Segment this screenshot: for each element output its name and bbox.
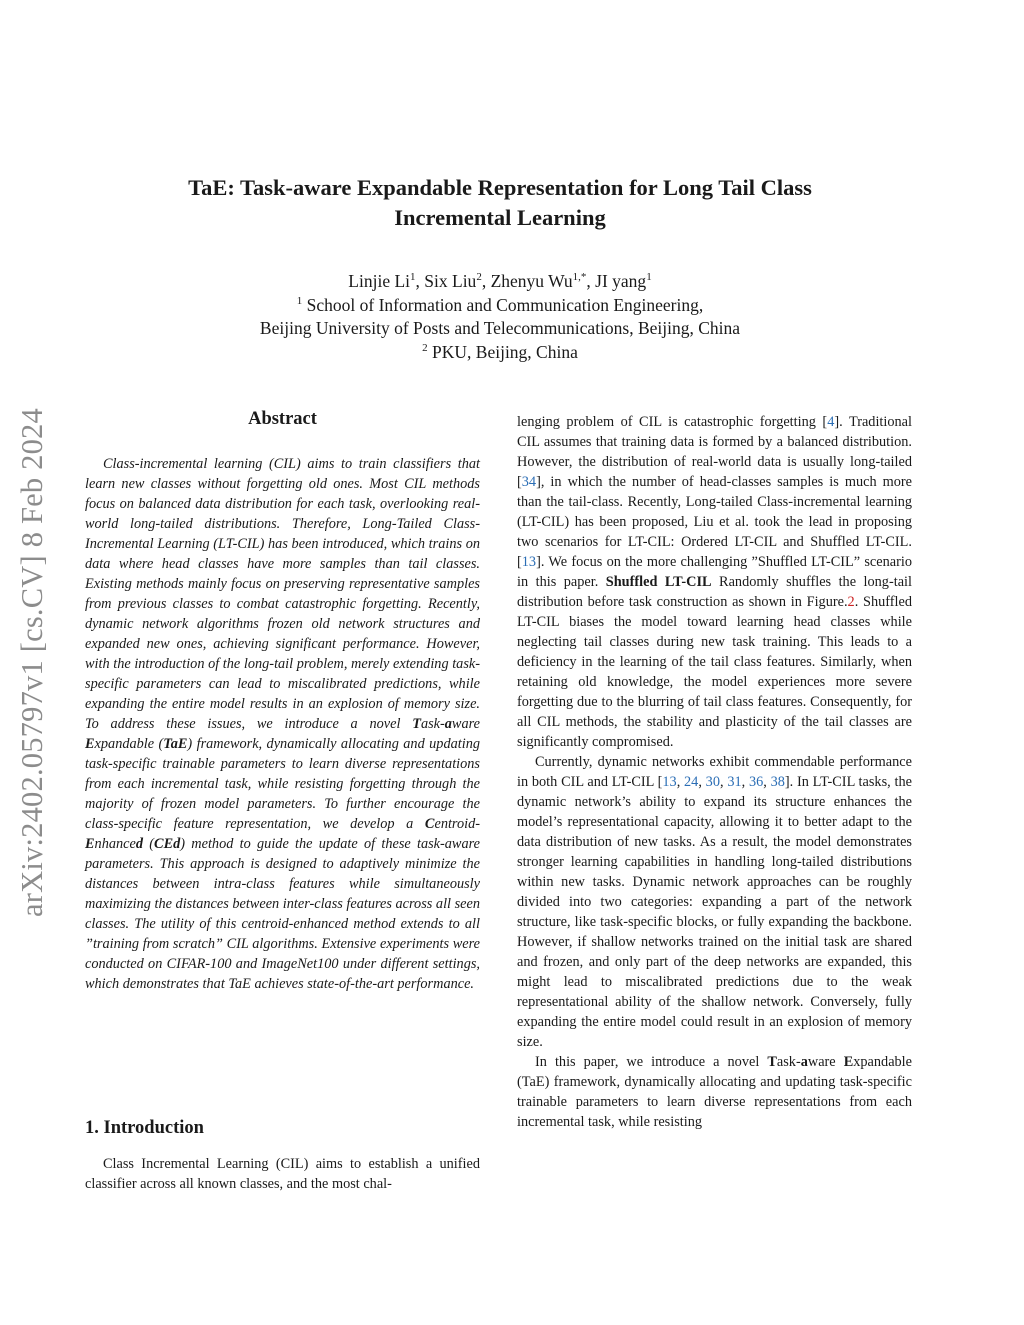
citation-link[interactable]: 31	[727, 774, 742, 790]
title-line-1: TaE: Task-aware Expandable Representation for Long Tail Class	[188, 175, 812, 200]
citation-link[interactable]: 4	[827, 414, 835, 430]
author-1: Linjie Li	[348, 271, 411, 291]
arxiv-identifier-stamp	[14, 372, 50, 952]
intro-paragraph-2: Currently, dynamic networks exhibit commendable performance in both CIL and LT-CIL [13, 24, 30, 31, 36, 38]. In LT-CIL tasks, the dynamic network’s ability to expand its structure enhances the model’s representational capacity, allowing it to better adapt to the data distribution of new tasks. As a result, the model demonstrates stronger learning capabilities in handling long-tailed distributions within new tasks. Dynamic network approaches can be roughly divided into two categories: expanding a part of the network structure, like task-specific blocks, or fully expanding the backbone. However, if shallow networks trained on the initial task are shared and frozen, and only part of the deep networks are expanded, this might lead to miscalibrated predictions due to the weak representational ability of the shallow network. Conversely, fully expanding the entire model could result in an explosion of memory size.	[517, 754, 912, 1050]
citation-link[interactable]: 24	[684, 774, 699, 790]
introduction-heading: 1. Introduction	[85, 1118, 204, 1138]
author-2: Six Liu	[424, 271, 477, 291]
affiliation-2: $^2$ PKU, Beijing, China	[422, 341, 578, 362]
citation-link[interactable]: 30	[705, 774, 720, 790]
intro-paragraph-3: In this paper, we introduce a novel Task-aware Expandable (TaE) framework, dynamically allocating and updating task-specific trainable parameters to learn diverse representations from each incremental task, while resisting	[517, 1054, 913, 1130]
arxiv-id-text: arXiv:2402.05797v1 [cs.CV] 8 Feb 2024	[14, 407, 49, 917]
citation-link[interactable]: 13	[662, 774, 677, 790]
abstract-heading: Abstract	[248, 409, 317, 429]
author-3: Zhenyu Wu	[490, 271, 573, 291]
paper-title	[120, 173, 880, 233]
introduction-left-paragraph: Class Incremental Learning (CIL) aims to establish a unified classifier across all known classes, and the most chal-	[85, 1156, 480, 1192]
author-4: JI yang	[595, 271, 647, 291]
citation-link[interactable]: 38	[770, 774, 785, 790]
affiliation-1: $^1$ School of Information and Communication Engineering,	[296, 294, 704, 315]
figure-link[interactable]: 2	[847, 594, 855, 610]
right-column	[517, 412, 912, 1132]
intro-paragraph-1: lenging problem of CIL is catastrophic forgetting [4]. Traditional CIL assumes that training data is formed by a balanced distribution. However, the distribution of real-world data is usually long-tailed [34], in which the number of head-classes samples is much more than the tail-class. Recently, Long-tailed Class-incremental learning (LT-CIL) has been proposed, Liu et al. took the lead in proposing two scenarios for LT-CIL: Ordered LT-CIL and Shuffled LT-CIL. [13]. We focus on the more challenging ”Shuffled LT-CIL” scenario in this paper. Shuffled LT-CIL Randomly shuffles the long-tail distribution before task construction as shown in Figure.2. Shuffled LT-CIL biases the model toward learning head classes while neglecting tail classes during new task training. This leads to a deficiency in the learning of the tail class features. Similarly, when retaining old knowledge, the model experiences more severe forgetting due to the blurring of tail class features. Consequently, for all CIL methods, the stability and plasticity of the tail classes are significantly compromised.	[517, 414, 912, 750]
citation-link[interactable]: 36	[748, 774, 764, 790]
author-names: Linjie Li$^1$, Six Liu$^2$, Zhenyu $Wu^{1,*}$, JI yang$^1$	[348, 271, 652, 291]
author-block	[120, 270, 880, 364]
citation-link[interactable]: 13	[521, 554, 537, 570]
title-line-2: Incremental Learning	[394, 205, 606, 230]
affiliation-1-line-2: Beijing University of Posts and Telecommunications, Beijing, China	[259, 318, 741, 338]
abstract-text: Class-incremental learning (CIL) aims to train classifiers that learn new classes without forgetting old ones. Most CIL methods focus on balanced data distribution for each task, overlooking real-world long-tailed distributions. Therefore, Long-Tailed Class-Incremental Learning (LT-CIL) has been introduced, which trains on data where head classes have more samples than tail classes. Existing methods mainly focus on preserving representative samples from previous classes to combat catastrophic forgetting. Recently, dynamic network algorithms frozen old network structures and expanded new ones, achieving significant performance. However, with the introduction of the long-tail problem, merely extending task-specific parameters can lead to miscalibrated predictions, while expanding the entire model results in an explosion of memory size. To address these issues, we introduce a novel Task-aware Expandable (TaE) framework, dynamically allocating and updating task-specific trainable parameters to learn diverse representations from each incremental task, while resisting forgetting through the majority of frozen model parameters. To further encourage the class-specific feature representation, we develop a Centroid-Enhanced (CEd) method to guide the update of these task-aware parameters. This approach is designed to adaptively minimize the distances between intra-class features while simultaneously maximizing the distances between inter-class features across all seen classes. The utility of this centroid-enhanced method extends to all ”training from scratch” CIL algorithms. Extensive experiments were conducted on CIFAR-100 and ImageNet100 under different settings, which demonstrates that TaE achieves state-of-the-art performance.	[85, 456, 480, 992]
citation-link[interactable]: 34	[521, 474, 537, 490]
